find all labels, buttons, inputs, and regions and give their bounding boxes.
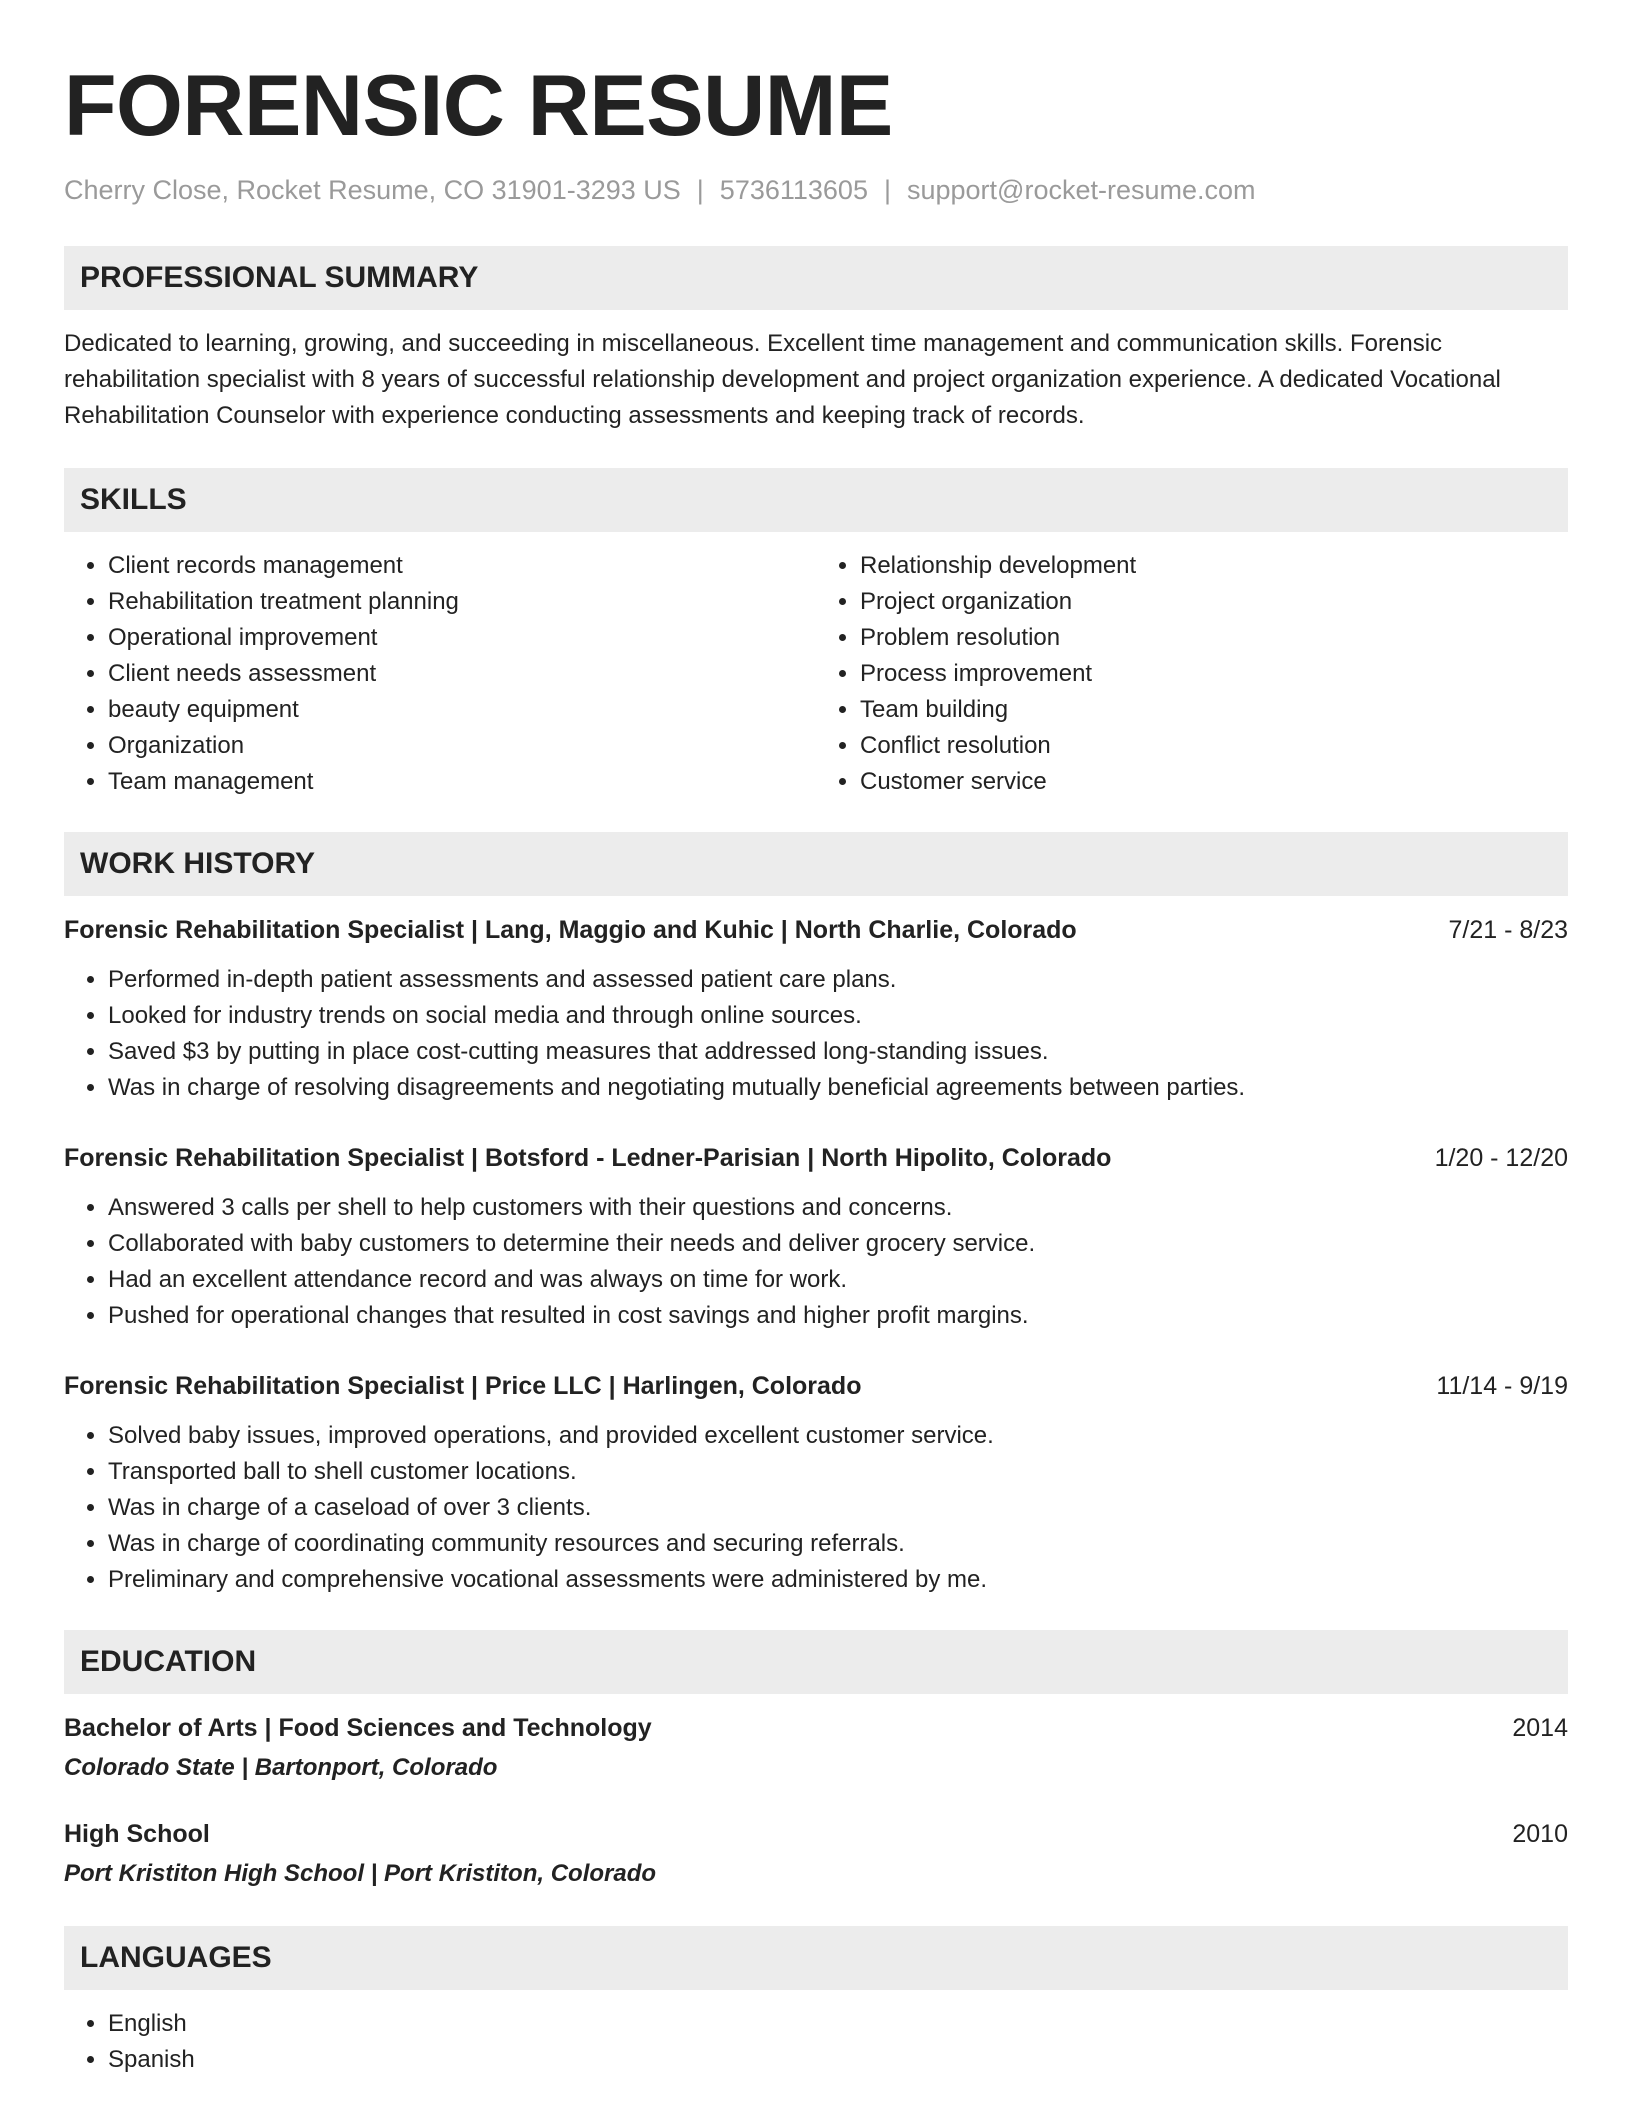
education-entry <box>64 1816 1568 1892</box>
contact-address: Cherry Close, Rocket Resume, CO 31901-3293 US <box>64 175 681 205</box>
job-bullet: • Solved baby issues, improved operations, and provided excellent customer service. <box>108 1418 1568 1454</box>
section-header-work: WORK HISTORY <box>64 832 1568 896</box>
job-title: Forensic Rehabilitation Specialist | Lang, Maggio and Kuhic | North Charlie, Colorado <box>64 916 1077 944</box>
job-bullet: • Collaborated with baby customers to determine their needs and deliver grocery service. <box>108 1226 1568 1262</box>
contact-line <box>64 172 1568 208</box>
skill-item: • Project organization <box>860 584 1568 620</box>
job-header <box>64 912 1568 948</box>
skill-item: • Process improvement <box>860 656 1568 692</box>
section-header-languages: LANGUAGES <box>64 1926 1568 1990</box>
skill-item: • Conflict resolution <box>860 728 1568 764</box>
job-bullet: • Was in charge of a caseload of over 3 clients. <box>108 1490 1568 1526</box>
job-bullets <box>64 1418 1568 1598</box>
job-bullet: • Looked for industry trends on social media and through online sources. <box>108 998 1568 1034</box>
job-dates: 11/14 - 9/19 <box>1436 1372 1568 1400</box>
job-header <box>64 1140 1568 1176</box>
section-header-summary: PROFESSIONAL SUMMARY <box>64 246 1568 310</box>
languages-list <box>64 2006 1568 2078</box>
skill-item: • Client records management <box>108 548 816 584</box>
education-entry <box>64 1710 1568 1786</box>
education-school: Port Kristiton High School | Port Kristiton, Colorado <box>64 1860 657 1887</box>
job-bullet: • Had an excellent attendance record and was always on time for work. <box>108 1262 1568 1298</box>
summary-section <box>64 246 1568 434</box>
resume-title: FORENSIC RESUME <box>64 58 893 154</box>
job-entry <box>64 1368 1568 1598</box>
skill-item: • Relationship development <box>860 548 1568 584</box>
job-bullet: • Pushed for operational changes that resulted in cost savings and higher profit margins. <box>108 1298 1568 1334</box>
job-bullet: • Saved $3 by putting in place cost-cutting measures that addressed long-standing issues. <box>108 1034 1568 1070</box>
languages-section <box>64 1926 1568 2078</box>
skills-list-left <box>64 548 816 800</box>
job-entry <box>64 1140 1568 1334</box>
education-section <box>64 1630 1568 1892</box>
skill-item: • Team building <box>860 692 1568 728</box>
education-year: 2010 <box>1512 1820 1568 1848</box>
education-school: Colorado State | Bartonport, Colorado <box>64 1754 498 1781</box>
education-year: 2014 <box>1512 1714 1568 1742</box>
language-item: • Spanish <box>108 2042 1568 2078</box>
contact-email: support@rocket-resume.com <box>906 175 1256 205</box>
job-header <box>64 1368 1568 1404</box>
job-dates: 7/21 - 8/23 <box>1448 916 1568 944</box>
contact-separator: | <box>883 175 891 205</box>
skill-item: • Operational improvement <box>108 620 816 656</box>
skill-item: • Team management <box>108 764 816 800</box>
skill-item: • Rehabilitation treatment planning <box>108 584 816 620</box>
job-bullets <box>64 1190 1568 1334</box>
skill-item: • Organization <box>108 728 816 764</box>
job-bullets <box>64 962 1568 1106</box>
skill-item: • beauty equipment <box>108 692 816 728</box>
job-bullet: • Preliminary and comprehensive vocational assessments were administered by me. <box>108 1562 1568 1598</box>
skills-section <box>64 468 1568 800</box>
skill-item: • Customer service <box>860 764 1568 800</box>
language-item: • English <box>108 2006 1568 2042</box>
section-header-education: EDUCATION <box>64 1630 1568 1694</box>
skill-item: • Client needs assessment <box>108 656 816 692</box>
contact-phone: 5736113605 <box>719 175 868 205</box>
job-dates: 1/20 - 12/20 <box>1434 1144 1568 1172</box>
education-header <box>64 1710 1568 1746</box>
job-bullet: • Performed in-depth patient assessments and assessed patient care plans. <box>108 962 1568 998</box>
section-header-skills: SKILLS <box>64 468 1568 532</box>
job-bullet: • Answered 3 calls per shell to help customers with their questions and concerns. <box>108 1190 1568 1226</box>
education-header <box>64 1816 1568 1852</box>
job-bullet: • Was in charge of resolving disagreements and negotiating mutually beneficial agreements between parties. <box>108 1070 1568 1106</box>
job-title: Forensic Rehabilitation Specialist | Botsford - Ledner-Parisian | North Hipolito, Colorado <box>64 1144 1112 1172</box>
job-entry <box>64 912 1568 1106</box>
work-section <box>64 832 1568 1598</box>
education-degree: Bachelor of Arts | Food Sciences and Technology <box>64 1714 652 1742</box>
summary-text: Dedicated to learning, growing, and succeeding in miscellaneous. Excellent time management and communication skills. Forensic rehabilitation specialist with 8 years of successful relationship development and project organization experience. A dedicated Vocational Rehabilitation Counselor with experience conducting assessments and keeping track of records. <box>64 330 1501 429</box>
skills-list-right <box>816 548 1568 800</box>
skills-columns <box>64 548 1568 800</box>
job-bullet: • Was in charge of coordinating community resources and securing referrals. <box>108 1526 1568 1562</box>
contact-separator: | <box>696 175 704 205</box>
skill-item: • Problem resolution <box>860 620 1568 656</box>
job-bullet: • Transported ball to shell customer locations. <box>108 1454 1568 1490</box>
job-title: Forensic Rehabilitation Specialist | Price LLC | Harlingen, Colorado <box>64 1372 862 1400</box>
education-degree: High School <box>64 1820 210 1848</box>
